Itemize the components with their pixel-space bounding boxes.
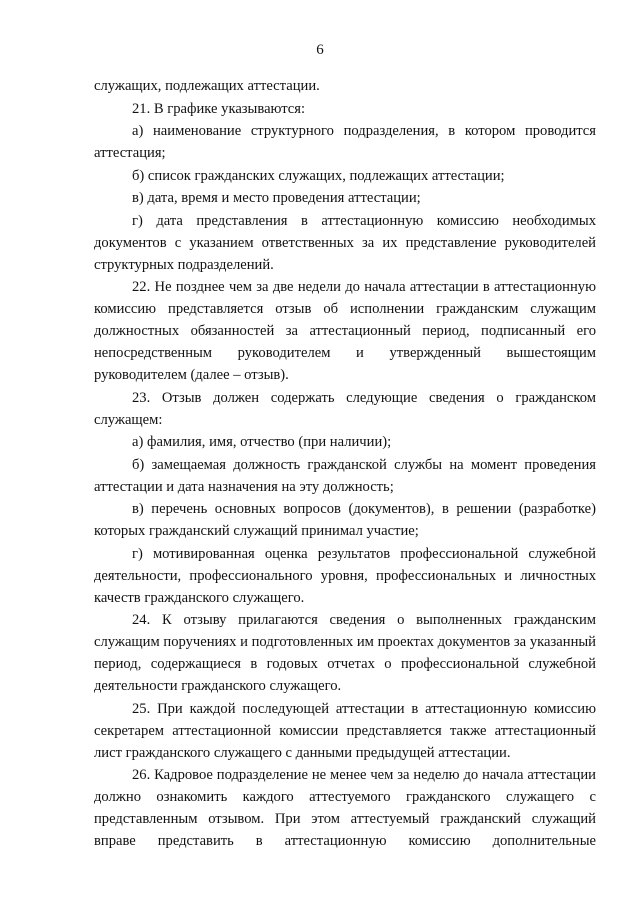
paragraph-23-a: а) фамилия, имя, отчество (при наличии); xyxy=(132,434,392,450)
paragraph-25: 25. При каждой последующей аттестации в аттестационную комиссию секретарем аттестационной комиссии представляется также аттестационный лист гражданского служащего с данными предыдущей аттестации. xyxy=(94,700,596,761)
paragraph-21-b: б) список гражданских служащих, подлежащих аттестации; xyxy=(132,167,505,184)
paragraph-21: 21. В графике указываются: xyxy=(132,100,306,117)
paragraph-23-c: в) перечень основных вопросов (документов), в решении (разработке) которых гражданский служащий принимал участие; xyxy=(94,501,596,539)
paragraph-24: 24. К отзыву прилагаются сведения о выполненных гражданским служащим поручениях и подготовленных им проектах документов за указанный период, содержащиеся в годовых отчетах о профессиональной служебной деятельности гражданского служащего. xyxy=(94,612,596,694)
page-number: 6 xyxy=(316,42,324,58)
paragraph-continuation: служащих, подлежащих аттестации. xyxy=(94,78,320,94)
paragraph-22: 22. Не позднее чем за две недели до начала аттестации в аттестационную комиссию представляется отзыв об исполнении гражданским служащим должностных обязанностей за аттестационный период, подписанный его непосредственным руководителем и утвержденный вышестоящим руководителем (далее – отзыв). xyxy=(94,279,596,383)
paragraph-23-b: б) замещаемая должность гражданской службы на момент проведения аттестации и дата назначения на эту должность; xyxy=(94,456,596,495)
document-body xyxy=(94,75,596,852)
paragraph-23: 23. Отзыв должен содержать следующие сведения о гражданском служащем: xyxy=(94,389,596,428)
paragraph-21-a: а) наименование структурного подразделения, в котором проводится аттестация; xyxy=(94,123,596,161)
paragraph-26: 26. Кадровое подразделение не менее чем за неделю до начала аттестации должно ознакомить каждого аттестуемого гражданского служащего с представленным отзывом. При этом аттестуемый гражданский служащий вправе представить в аттестационную комиссию дополнительные xyxy=(94,767,596,849)
paragraph-23-d: г) мотивированная оценка результатов профессиональной служебной деятельности, профессионального уровня, профессиональных и личностных качеств гражданского служащего. xyxy=(94,545,596,606)
paragraph-21-c: в) дата, время и место проведения аттестации; xyxy=(132,190,421,206)
paragraph-21-d: г) дата представления в аттестационную комиссию необходимых документов с указанием ответственных за их представление руководителей структурных подразделений. xyxy=(94,212,596,273)
